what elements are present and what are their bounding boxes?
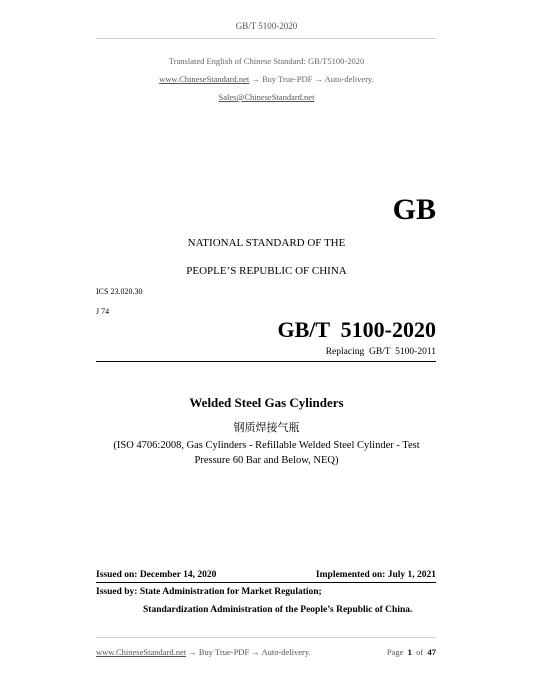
footer-buy-line <box>96 647 311 657</box>
email-line <box>0 92 533 102</box>
replacing-note: Replacing GB/T 5100-2011 <box>325 347 436 357</box>
email-link[interactable]: Sales@ChineseStandard.net <box>218 92 315 102</box>
national-standard-line2: PEOPLE’S REPUBLIC OF CHINA <box>186 265 347 277</box>
standard-divider <box>96 361 436 362</box>
issued-on: Issued on: December 14, 2020 <box>96 570 217 580</box>
footer-site-link[interactable]: www.ChineseStandard.net <box>96 647 187 657</box>
buy-line <box>0 74 533 84</box>
title-english: Welded Steel Gas Cylinders <box>189 395 344 410</box>
site-link[interactable]: www.ChineseStandard.net <box>159 74 250 84</box>
issue-divider <box>96 582 436 583</box>
title-chinese: 钢质焊接气瓶 <box>233 421 300 434</box>
issued-by-line1: Issued by: State Administration for Market Regulation; <box>96 587 322 597</box>
header-divider <box>96 38 436 39</box>
ics-code: ICS 23.020.30 <box>96 287 143 296</box>
standard-number: GB/T 5100-2020 <box>277 317 436 342</box>
implemented-on: Implemented on: July 1, 2021 <box>315 570 436 580</box>
page-label: Page <box>386 647 404 657</box>
footer-buy-text: → Buy True-PDF → Auto-delivery. <box>186 647 311 657</box>
ccs-code: J 74 <box>96 307 110 316</box>
national-standard-line1: NATIONAL STANDARD OF THE <box>187 237 346 249</box>
iso-reference-line1: (ISO 4706:2008, Gas Cylinders - Refillable Welded Steel Cylinder - Test <box>113 440 420 451</box>
iso-reference-line2: Pressure 60 Bar and Below, NEQ) <box>194 455 339 466</box>
page-indicator <box>387 647 436 657</box>
page-total: 47 <box>427 647 436 657</box>
footer-divider <box>96 637 436 638</box>
page-of: of <box>416 647 424 657</box>
running-header: GB/T 5100-2020 <box>235 21 298 31</box>
gb-logo: GB <box>392 193 436 226</box>
page-current: 1 <box>407 647 412 657</box>
issued-by-line2: Standardization Administration of the People’s Republic of China. <box>143 605 413 615</box>
translation-notice: Translated English of Chinese Standard: GB/T5100-2020 <box>168 56 365 66</box>
buy-line-text: → Buy True-PDF → Auto-delivery. <box>249 74 374 84</box>
